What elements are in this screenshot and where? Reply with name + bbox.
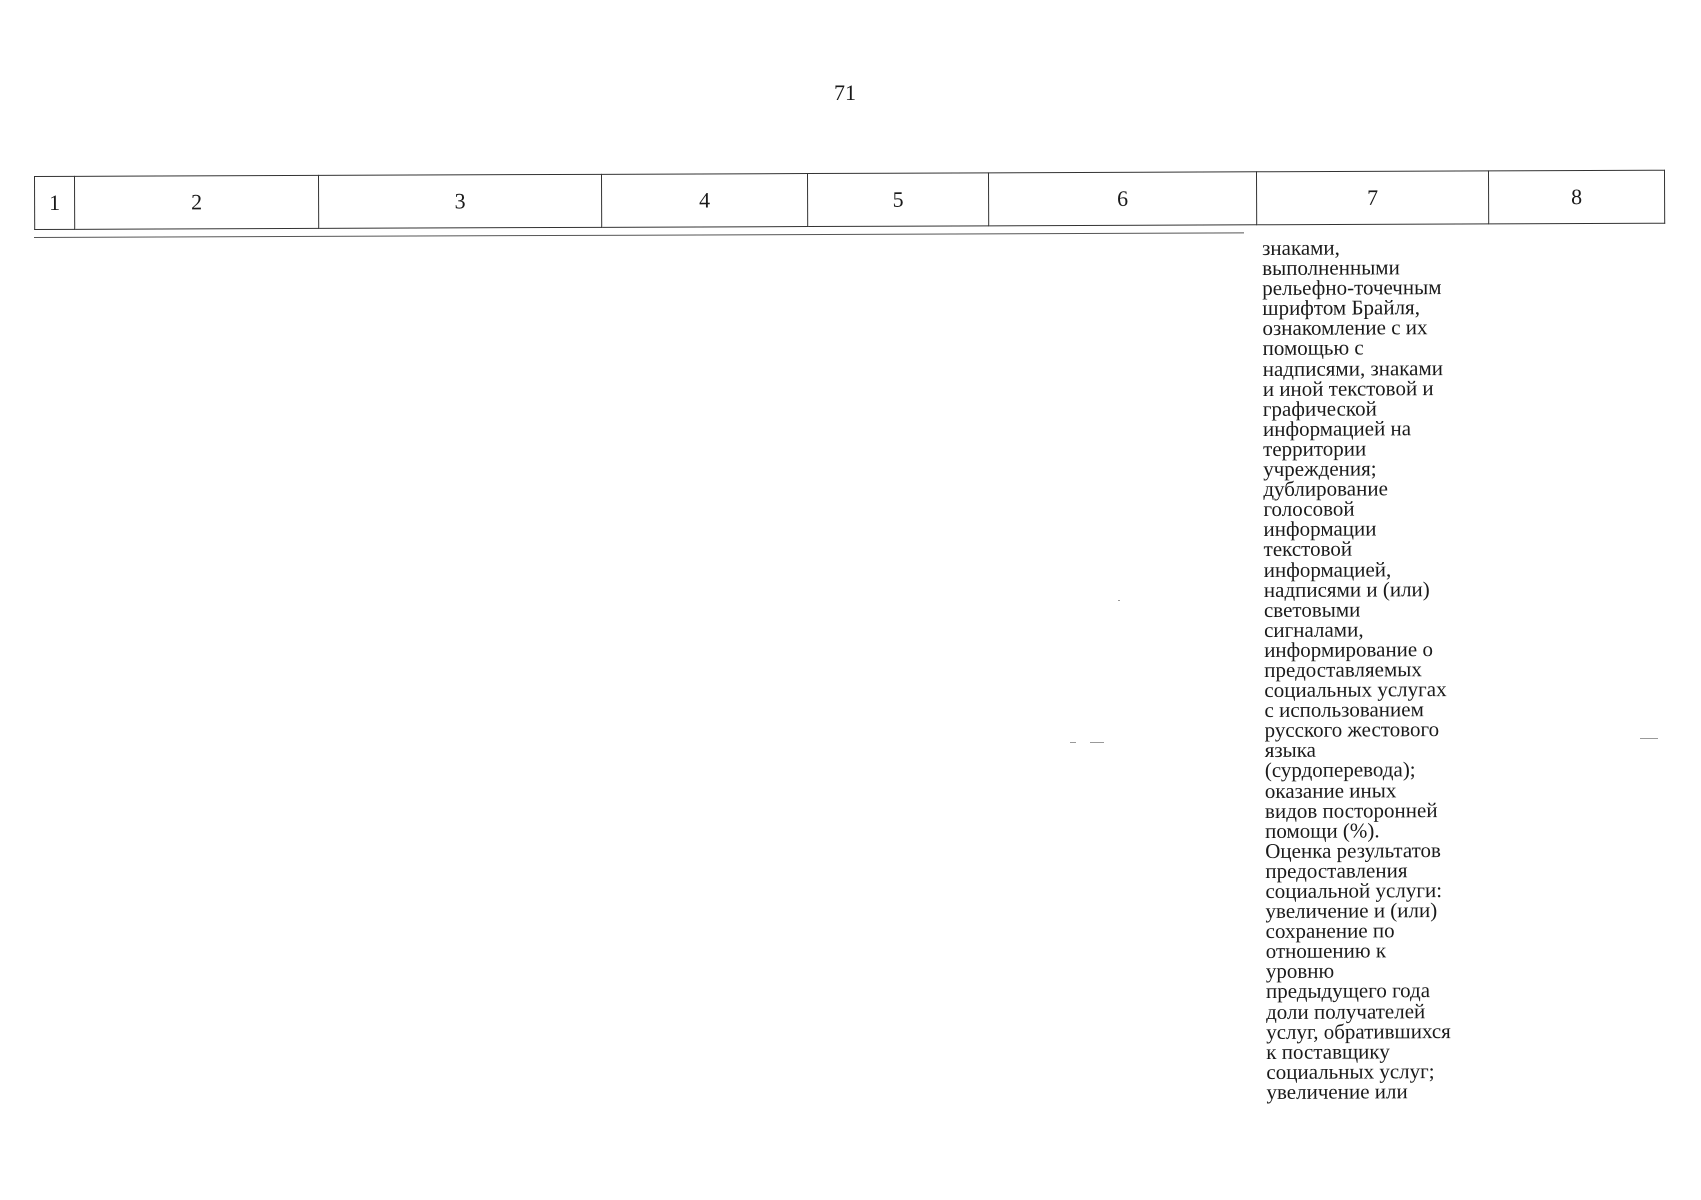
cell-text-line: текстовой <box>1263 536 1353 562</box>
column-number-8: 8 <box>1488 170 1664 224</box>
cell-text-line: сохранение по <box>1265 918 1395 944</box>
column-number-2: 2 <box>75 175 319 229</box>
cell-text-line: увеличение и (или) <box>1265 898 1438 924</box>
column-number-7: 7 <box>1256 171 1488 225</box>
cell-text-line: информирование о <box>1264 636 1434 662</box>
cell-text-line: световыми <box>1263 597 1361 622</box>
column-number-5: 5 <box>807 173 988 227</box>
cell-text-line: сигналами, <box>1263 617 1364 642</box>
cell-text-line: территории <box>1263 436 1367 461</box>
cell-text-line: русского жестового <box>1264 717 1440 743</box>
cell-text-line: услуг, обратившихся <box>1266 1018 1451 1044</box>
cell-text-line: информацией, <box>1263 556 1392 582</box>
cell-text-line: и иной текстовой и <box>1262 375 1434 401</box>
scan-speck <box>1640 738 1658 739</box>
cell-text-line: социальной услуги: <box>1265 878 1443 903</box>
cell-text-line: оказание иных <box>1264 777 1397 803</box>
page-number: 71 <box>834 80 856 105</box>
cell-text-line: доли получателей <box>1265 998 1426 1024</box>
cell-text-line: с использованием <box>1264 697 1424 723</box>
cell-text-line: информации <box>1263 516 1377 542</box>
cell-text-line: увеличение или <box>1266 1079 1408 1104</box>
cell-text-line: голосовой <box>1263 496 1355 522</box>
table-header-row <box>34 170 1665 230</box>
column-number-3: 3 <box>318 174 601 228</box>
column-number-6: 6 <box>988 172 1256 226</box>
cell-text-line: ознакомление с их <box>1262 315 1428 341</box>
scan-speck <box>1070 742 1076 743</box>
cell-text-line: социальных услугах <box>1264 677 1447 703</box>
cell-text-line: Оценка результатов <box>1265 837 1441 863</box>
cell-text-line: учреждения; <box>1263 456 1377 482</box>
cell-text-line: видов посторонней <box>1264 797 1438 823</box>
cell-text-line: информацией на <box>1262 416 1412 441</box>
cell-text-line: надписями, знаками <box>1262 355 1444 381</box>
table-body-top-border <box>34 232 1244 238</box>
cell-text-line: помощью с <box>1262 335 1364 361</box>
cell-text-line: (сурдоперевода); <box>1264 757 1416 783</box>
cell-text-line: помощи (%). <box>1265 818 1380 843</box>
cell-text-line: социальных услуг; <box>1266 1058 1435 1084</box>
cell-text-line: рельефно-точечным <box>1262 275 1442 301</box>
cell-text-line: знаками, <box>1261 235 1340 260</box>
column-number-4: 4 <box>601 174 807 228</box>
cell-text-line: выполненными <box>1262 255 1400 281</box>
cell-text-line: отношению к <box>1265 938 1387 964</box>
cell-text-line: шрифтом Брайля, <box>1262 295 1420 321</box>
scan-speck <box>1118 600 1120 601</box>
cell-text-line: предоставляемых <box>1264 657 1422 682</box>
scan-speck <box>1090 742 1104 743</box>
cell-text-line: к поставщику <box>1266 1039 1390 1064</box>
cell-text-line: дублирование <box>1263 476 1388 502</box>
cell-text-line: уровню <box>1265 959 1335 984</box>
column-7-cell-text <box>1262 237 1507 1102</box>
cell-text-line: надписями и (или) <box>1263 576 1430 602</box>
cell-text-line: языка <box>1264 738 1317 763</box>
cell-text-line: графической <box>1262 396 1377 421</box>
column-number-1: 1 <box>35 176 75 229</box>
cell-text-line: предоставления <box>1265 858 1408 883</box>
cell-text-line: предыдущего года <box>1265 978 1431 1004</box>
